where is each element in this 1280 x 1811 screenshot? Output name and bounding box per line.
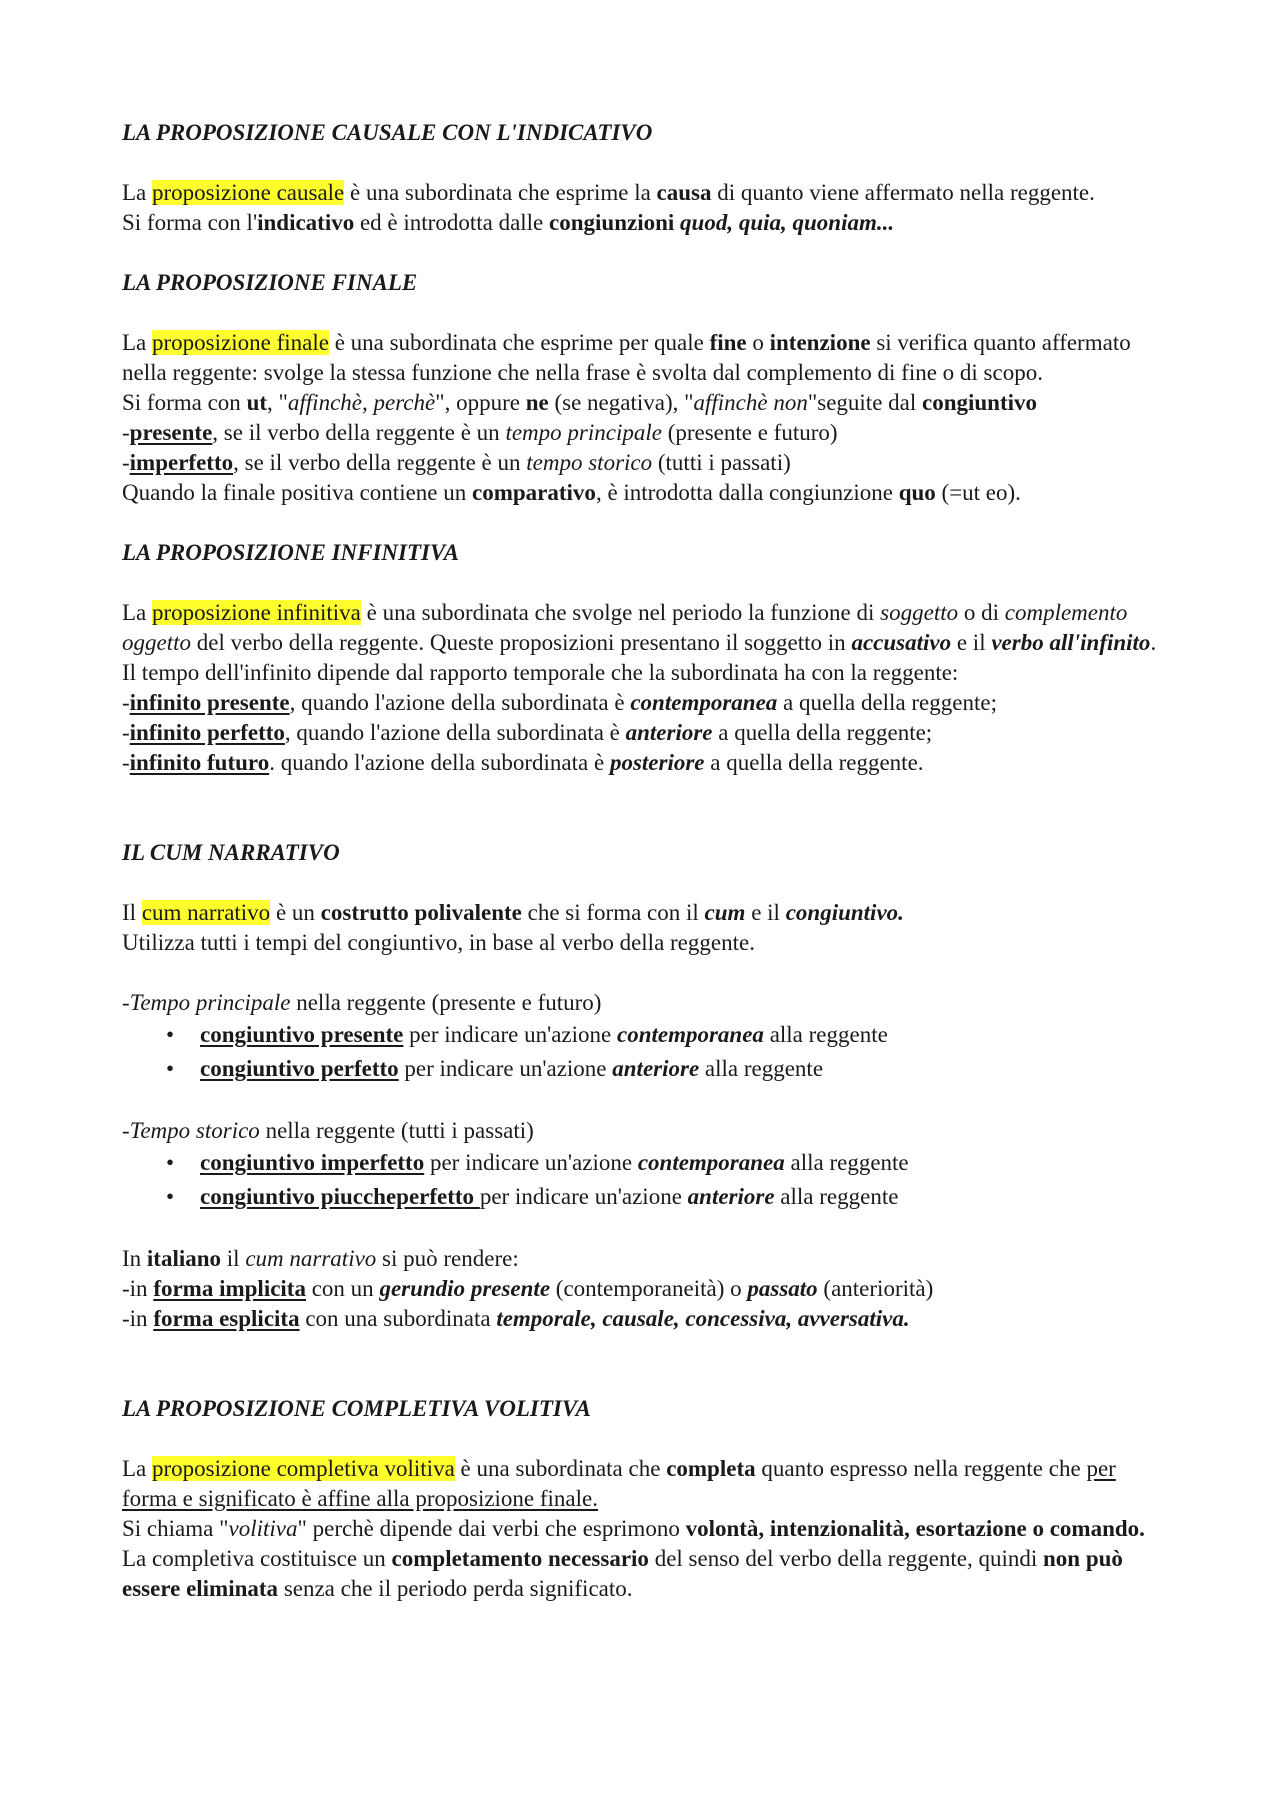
paragraph-infinitiva-definition: La proposizione infinitiva è una subordinata che svolge nel periodo la funzione di soggetto o di complemento oggetto del verbo della reggente. Queste proposizioni presentano il soggetto in accusativo e il verbo all'infinito. [122,600,1157,655]
paragraph-infinitiva-futuro: -infinito futuro. quando l'azione della subordinata è posteriore a quella della reggente. [122,750,924,775]
list-item: • congiuntivo piuccheperfetto per indicare un'azione anteriore alla reggente [166,1180,1160,1214]
bullet-icon: • [166,1184,175,1209]
list-item: • congiuntivo presente per indicare un'azione contemporanea alla reggente [166,1018,1160,1052]
highlight-term: cum narrativo [141,900,271,925]
paragraph-infinitiva-perfetto: -infinito perfetto, quando l'azione della subordinata è anteriore a quella della reggente; [122,720,933,745]
highlight-term: proposizione finale [152,330,329,355]
paragraph-cum-italiano: In italiano il cum narrativo si può rendere: [122,1246,519,1271]
paragraph-finale-comparativo: Quando la finale positiva contiene un comparativo, è introdotta dalla congiunzione quo (=ut eo). [122,480,1021,505]
list-storico [122,1146,1160,1214]
paragraph-completiva-volitiva: Si chiama "volitiva" perchè dipende dai verbi che esprimono volontà, intenzionalità, esortazione o comando. La completiva costituisce un completamento necessario del senso del verbo della reggente, quindi non può essere eliminata senza che il periodo perda significato. [122,1516,1145,1601]
paragraph-cum-implicita: -in forma implicita con un gerundio presente (contemporaneità) o passato (anteriorità) [122,1276,934,1301]
list-principale [122,1018,1160,1086]
list-item: • congiuntivo perfetto per indicare un'azione anteriore alla reggente [166,1052,1160,1086]
paragraph-finale-presente: -presente, se il verbo della reggente è un tempo principale (presente e futuro) [122,420,838,445]
paragraph-completiva-definition: La proposizione completiva volitiva è una subordinata che completa quanto espresso nella reggente che per forma e significato è affine alla proposizione finale. [122,1456,1116,1511]
paragraph-finale-formation: Si forma con ut, "affinchè, perchè", oppure ne (se negativa), "affinchè non"seguite dal congiuntivo [122,390,1038,415]
bullet-icon: • [166,1150,175,1175]
highlight-term: proposizione completiva volitiva [152,1456,455,1481]
paragraph-finale-definition: La proposizione finale è una subordinata che esprime per quale fine o intenzione si verifica quanto affermato nella reggente: svolge la stessa funzione che nella frase è svolta dal complemento di fine o di scopo. [122,330,1131,385]
paragraph-causale-formation: Si forma con l'indicativo ed è introdotta dalle congiunzioni quod, quia, quoniam... [122,210,895,235]
paragraph-cum-storico: -Tempo storico nella reggente (tutti i passati) [122,1118,534,1143]
paragraph-cum-definition: Il cum narrativo è un costrutto polivalente che si forma con il cum e il congiuntivo. [122,900,904,925]
paragraph-cum-tempi: Utilizza tutti i tempi del congiuntivo, in base al verbo della reggente. [122,930,755,955]
section-title-causale: LA PROPOSIZIONE CAUSALE CON L'INDICATIVO [122,120,653,145]
section-title-finale: LA PROPOSIZIONE FINALE [122,270,418,295]
list-item: • congiuntivo imperfetto per indicare un'azione contemporanea alla reggente [166,1146,1160,1180]
paragraph-causale-definition: La proposizione causale è una subordinata che esprime la causa di quanto viene affermato nella reggente. [122,180,1095,205]
paragraph-infinitiva-tempo: Il tempo dell'infinito dipende dal rapporto temporale che la subordinata ha con la reggente: [122,660,959,685]
paragraph-infinitiva-presente: -infinito presente, quando l'azione della subordinata è contemporanea a quella della reggente; [122,690,997,715]
highlight-term: proposizione infinitiva [152,600,361,625]
bullet-icon: • [166,1056,175,1081]
paragraph-finale-imperfetto: -imperfetto, se il verbo della reggente è un tempo storico (tutti i passati) [122,450,791,475]
highlight-term: proposizione causale [152,180,345,205]
paragraph-cum-principale: -Tempo principale nella reggente (presente e futuro) [122,990,602,1015]
section-title-completiva: LA PROPOSIZIONE COMPLETIVA VOLITIVA [122,1396,591,1421]
paragraph-cum-esplicita: -in forma esplicita con una subordinata temporale, causale, concessiva, avversativa. [122,1306,910,1331]
bullet-icon: • [166,1022,175,1047]
section-title-cum: IL CUM NARRATIVO [122,840,340,865]
section-title-infinitiva: LA PROPOSIZIONE INFINITIVA [122,540,459,565]
